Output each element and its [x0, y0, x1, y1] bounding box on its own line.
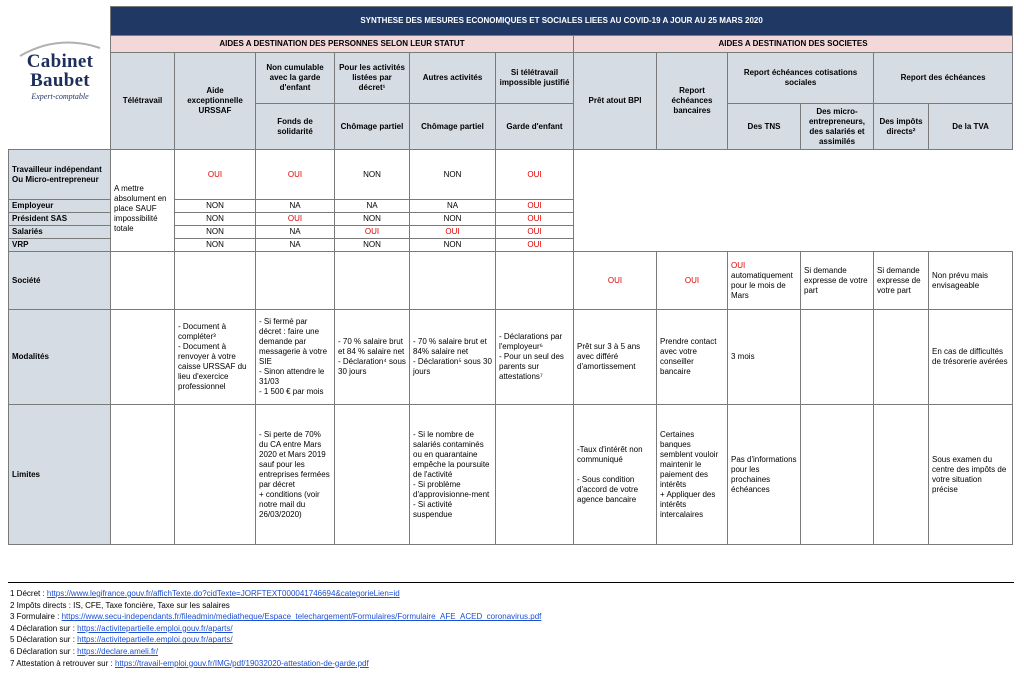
row-label-president: Président SAS [9, 213, 111, 226]
header-si-teletravail: Si télétravail impossible justifié [496, 53, 574, 104]
footnote-4-link[interactable]: https://activitepartielle.emploi.gouv.fr/aparts/ [77, 623, 233, 633]
header-report-echeances: Report des échéances [874, 53, 1013, 104]
modalites-garde: - Déclarations par l'employeur⁶ - Pour un seul des parents sur attestations⁷ [496, 310, 574, 405]
header-non-cumulable: Non cumulable avec la garde d'enfant [256, 53, 335, 104]
societe-bpi: OUI [574, 252, 657, 310]
cell-fonds-0: OUI [256, 150, 335, 200]
societe-bancaires: OUI [657, 252, 728, 310]
header-impots-directs: Des impôts directs² [874, 104, 929, 150]
header-pret-bpi: Prêt atout BPI [574, 53, 657, 150]
header-teletravail: Télétravail [111, 53, 175, 150]
logo-tagline: Expert-comptable [31, 92, 89, 101]
logo-cell [9, 7, 111, 53]
measures-table [8, 6, 1013, 545]
footnote-7: 7 Attestation à retrouver sur : https://travail-emploi.gouv.fr/IMG/pdf/19032020-attestation-de-garde.pdf [10, 658, 369, 668]
societe-tns [728, 252, 801, 310]
cell-garde-4: OUI [496, 239, 574, 252]
header-report-bancaires: Report échéances bancaires [657, 53, 728, 150]
limites-chom2: - Si le nombre de salariés contaminés ou en quarantaine empêche la poursuite de l'activité - Si problème d'approvisionne-ment - Si activité suspendue [410, 405, 496, 545]
modalites-urssaf: - Document à compléter³ - Document à renvoyer à votre caisse URSSAF du lieu d'exercice professionnel [175, 310, 256, 405]
footnote-3-link[interactable]: https://www.secu-independants.fr/fileadmin/mediatheque/Espace_telechargement/Formulaires/Formulaire_AFE_ACED_coronavirus.pdf [61, 612, 542, 622]
header-report-cotisations: Report échéances cotisations sociales [728, 53, 874, 104]
cell-urssaf-4: NON [175, 239, 256, 252]
limites-tns: Pas d'informations pour les prochaines échéances [728, 405, 801, 545]
cell-chom2-0: NON [410, 150, 496, 200]
modalites-chom1: - 70 % salaire brut et 84 % salaire net - Déclaration⁴ sous 30 jours [335, 310, 410, 405]
cell-garde-0: OUI [496, 150, 574, 200]
cell-chom1-0: NON [335, 150, 410, 200]
modalites-fonds: - Si fermé par décret : faire une demande par messagerie à votre SIE - Sinon attendre le 31/03 - 1 500 € par mois [256, 310, 335, 405]
footnote-5-link[interactable]: https://activitepartielle.emploi.gouv.fr/aparts/ [77, 635, 233, 645]
limites-bpi: -Taux d'intérêt non communiqué - Sous condition d'accord de votre agence bancaire [574, 405, 657, 545]
cell-chom1-3: OUI [335, 226, 410, 239]
cell-fonds-2: OUI [256, 213, 335, 226]
row-label-salaries: Salariés [9, 226, 111, 239]
header-aide-urssaf: Aide exceptionnelle URSSAF [175, 53, 256, 150]
societe-micro: Si demande expresse de votre part [801, 252, 874, 310]
modalites-tns: 3 mois [728, 310, 801, 405]
footnote-6-link[interactable]: https://declare.ameli.fr/ [77, 646, 159, 656]
header-autres-activites: Autres activités [410, 53, 496, 104]
header-chomage-partiel-1: Chômage partiel [335, 104, 410, 150]
page-title: SYNTHESE DES MESURES ECONOMIQUES ET SOCIALES LIEES AU COVID-19 A JOUR AU 25 MARS 2020 [111, 7, 1013, 36]
footnote-1-link[interactable]: https://www.legifrance.gouv.fr/affichTexte.do?cidTexte=JORFTEXT000041746694&categorieLien=id [46, 589, 400, 598]
cell-garde-1: OUI [496, 200, 574, 213]
footnote-divider [8, 582, 1014, 583]
footnote-2: 2 Impôts directs : IS, CFE, Taxe foncière, Taxe sur les salaires [10, 600, 230, 610]
row-label-employeur: Employeur [9, 200, 111, 213]
footnote-7-link[interactable]: https://travail-emploi.gouv.fr/IMG/pdf/19032020-attestation-de-garde.pdf [114, 658, 369, 668]
cell-fonds-4: NA [256, 239, 335, 252]
header-garde-enfant: Garde d'enfant [496, 104, 574, 150]
footnote-3: 3 Formulaire : https://www.secu-independants.fr/fileadmin/mediatheque/Espace_telechargement/Formulaires/Formulaire_AFE_ACED_coronavirus.pdf [10, 612, 542, 622]
cell-urssaf-0: OUI [175, 150, 256, 200]
section-persons: AIDES A DESTINATION DES PERSONNES SELON LEUR STATUT [111, 36, 574, 53]
logo-line-2: Baubet [30, 70, 90, 91]
footnote-6: 6 Déclaration sur : https://declare.ameli.fr/ [10, 646, 159, 656]
teletravail-note: A mettre absolument en place SAUF impossibilité totale [111, 150, 175, 252]
cell-urssaf-2: NON [175, 213, 256, 226]
row-label-limites: Limites [9, 405, 111, 545]
header-tva: De la TVA [929, 104, 1013, 150]
cell-chom2-2: NON [410, 213, 496, 226]
header-pour-activites: Pour les activités listées par décret¹ [335, 53, 410, 104]
modalites-bpi: Prêt sur 3 à 5 ans avec différé d'amortissement [574, 310, 657, 405]
cell-chom1-2: NON [335, 213, 410, 226]
cell-chom1-1: NA [335, 200, 410, 213]
header-micro: Des micro-entrepreneurs, des salariés et assimilés [801, 104, 874, 150]
footnote-1: 1 Décret : https://www.legifrance.gouv.fr/affichTexte.do?cidTexte=JORFTEXT000041746694&categorieLien=id [10, 589, 400, 598]
footnotes [10, 588, 541, 669]
societe-impots: Si demande expresse de votre part [874, 252, 929, 310]
cell-garde-3: OUI [496, 226, 574, 239]
cell-chom2-3: OUI [410, 226, 496, 239]
cell-garde-2: OUI [496, 213, 574, 226]
header-fonds-solidarite: Fonds de solidarité [256, 104, 335, 150]
footnote-5: 5 Déclaration sur : https://activitepartielle.emploi.gouv.fr/aparts/ [10, 635, 233, 645]
modalites-tva: En cas de difficultés de trésorerie avérées [929, 310, 1013, 405]
header-des-tns: Des TNS [728, 104, 801, 150]
row-label-travailleur: Travailleur indépendant Ou Micro-entrepreneur [9, 150, 111, 200]
logo-line-1: Cabinet [26, 51, 94, 72]
cell-fonds-1: NA [256, 200, 335, 213]
cell-chom2-1: NA [410, 200, 496, 213]
cell-chom1-4: NON [335, 239, 410, 252]
row-label-vrp: VRP [9, 239, 111, 252]
footnote-4: 4 Déclaration sur : https://activitepartielle.emploi.gouv.fr/aparts/ [10, 623, 233, 633]
row-label-modalites: Modalités [9, 310, 111, 405]
societe-tva: Non prévu mais envisageable [929, 252, 1013, 310]
limites-tva: Sous examen du centre des impôts de votre situation précise [929, 405, 1013, 545]
limites-bancaires: Certaines banques semblent vouloir maintenir le paiement des intérêts + Appliquer des intérêts intercalaires [657, 405, 728, 545]
cell-chom2-4: NON [410, 239, 496, 252]
societe-tns-oui: OUI [731, 260, 746, 270]
section-companies: AIDES A DESTINATION DES SOCIETES [574, 36, 1013, 53]
cell-urssaf-3: NON [175, 226, 256, 239]
societe-tns-detail: automatiquement pour le mois de Mars [731, 270, 793, 300]
modalites-chom2: - 70 % salaire brut et 84% salaire net - Déclaration⁵ sous 30 jours [410, 310, 496, 405]
modalites-bancaires: Prendre contact avec votre conseiller bancaire [657, 310, 728, 405]
cell-fonds-3: NA [256, 226, 335, 239]
cell-urssaf-1: NON [175, 200, 256, 213]
header-chomage-partiel-2: Chômage partiel [410, 104, 496, 150]
row-label-societe: Société [9, 252, 111, 310]
limites-fonds: - Si perte de 70% du CA entre Mars 2020 et Mars 2019 sauf pour les entreprises fermées par décret + conditions (voir notre mail du 26/03/2020) [256, 405, 335, 545]
